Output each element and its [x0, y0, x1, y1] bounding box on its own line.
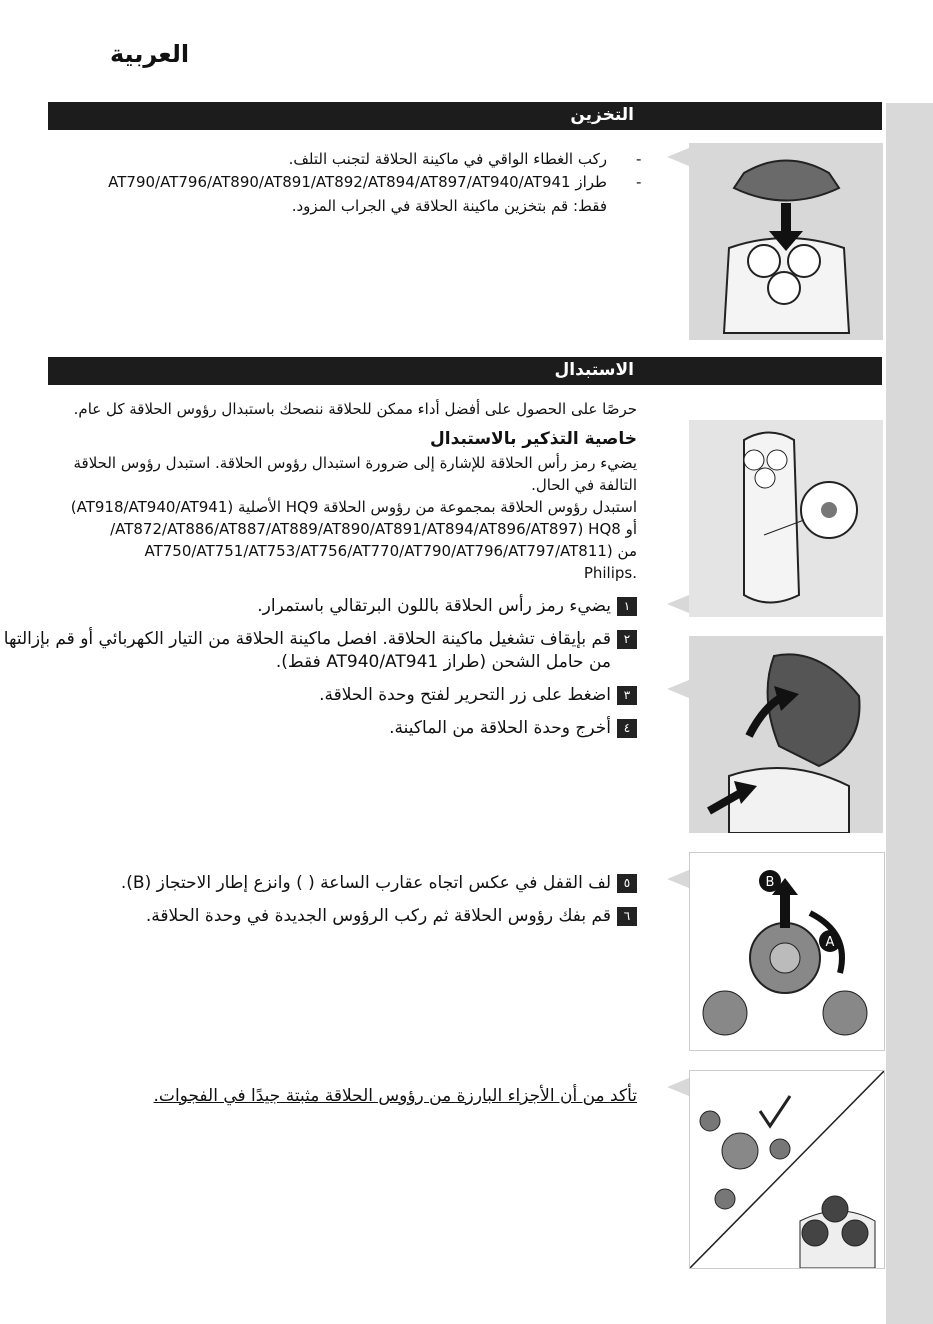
- storage-header-bar: [48, 102, 882, 130]
- step-text: قم بإيقاف تشغيل ماكينة الحلاقة. افصل ماكينة الحلاقة من التيار الكهربائي أو قم بإزالتها: [3, 629, 611, 649]
- step-text: لف القفل في عكس اتجاه عقارب الساعة ( ) وانزع إطار الاحتجاز (B).: [120, 873, 611, 893]
- step-number: ٣: [617, 686, 637, 705]
- storage-bullet-3: فقط: قم بتخزين ماكينة الحلاقة في الجراب المزود.: [291, 197, 607, 215]
- step-5: [121, 872, 637, 895]
- bullet-dash: -: [636, 173, 642, 191]
- shaving-unit-illustration: [689, 636, 883, 833]
- step-number: ٢: [617, 630, 637, 649]
- step-text: اضغط على زر التحرير لفتح وحدة الحلاقة.: [319, 685, 611, 705]
- storage-bullet-1: ركب الغطاء الواقي في ماكينة الحلاقة لتجنب التلف.: [288, 150, 607, 168]
- bullet-dash: -: [636, 150, 642, 168]
- label-b: B: [765, 875, 775, 890]
- cutter-placement-illustration: [690, 1071, 884, 1268]
- reminder-heading: خاصية التذكير بالاستبدال: [430, 429, 637, 449]
- reminder-line-4: أو AT872/AT886/AT887/AT889/AT890/AT891/AT894/AT896/AT897) HQ8/: [110, 520, 637, 538]
- storage-heading: التخزين: [570, 105, 634, 125]
- reminder-line-6: .Philips: [583, 564, 637, 582]
- retaining-frame-illustration: [690, 853, 884, 1050]
- reminder-line-2: التالفة في الحال.: [531, 476, 637, 494]
- step-number: ٤: [617, 719, 637, 738]
- replacement-header-bar: [48, 357, 882, 385]
- step-6: [146, 905, 637, 928]
- step-number: ٥: [617, 874, 637, 893]
- step-4: [389, 717, 637, 740]
- replacement-intro: حرصًا على الحصول على أفضل أداء ممكن للحلاقة ننصحك باستبدال رؤوس الحلاقة كل عام.: [73, 400, 637, 418]
- shaver-cap-illustration: [689, 143, 883, 340]
- figure-pointer: [667, 680, 689, 698]
- reminder-line-1: يضيء رمز رأس الحلاقة للإشارة إلى ضرورة استبدال رؤوس الحلاقة. استبدل رؤوس الحلاقة: [73, 454, 637, 472]
- side-tab: [886, 103, 933, 1324]
- seating-note: تأكد من أن الأجزاء البارزة من رؤوس الحلاقة مثبتة جيدًا في الفجوات.: [153, 1086, 637, 1106]
- figure-replacement-reminder: [689, 420, 883, 617]
- step-2-continued: من حامل الشحن (طراز AT940/AT941 فقط).: [275, 652, 611, 672]
- step-3: [319, 684, 637, 707]
- figure-pointer: [667, 870, 689, 888]
- storage-bullet-2: طراز AT790/AT796/AT890/AT891/AT892/AT894/AT897/AT940/AT941: [108, 173, 607, 191]
- shaver-reminder-illustration: [689, 420, 883, 617]
- step-number: ١: [617, 597, 637, 616]
- figure-pointer: [667, 595, 689, 613]
- step-number: ٦: [617, 907, 637, 926]
- reminder-line-3: استبدل رؤوس الحلاقة بمجموعة من رؤوس الحلاقة HQ9 الأصلية (AT918/AT940/AT941): [70, 498, 637, 516]
- replacement-heading: الاستبدال: [554, 360, 634, 380]
- figure-open-unit: [689, 636, 883, 833]
- figure-pointer: [667, 1078, 689, 1096]
- figure-pointer: [667, 148, 689, 166]
- figure-protection-cap: [689, 143, 883, 340]
- figure-check-placement: [689, 1070, 885, 1269]
- reminder-line-5: من (AT750/AT751/AT753/AT756/AT770/AT790/AT796/AT797/AT811: [144, 542, 637, 560]
- page-title: العربية: [110, 40, 190, 68]
- step-2: [4, 628, 637, 651]
- step-text: يضيء رمز رأس الحلاقة باللون البرتقالي باستمرار.: [257, 596, 611, 616]
- step-text: أخرج وحدة الحلاقة من الماكينة.: [389, 718, 611, 738]
- label-a: A: [825, 935, 835, 950]
- step-text: قم بفك رؤوس الحلاقة ثم ركب الرؤوس الجديدة في وحدة الحلاقة.: [145, 906, 611, 926]
- figure-retaining-frame: [689, 852, 885, 1051]
- step-1: [257, 595, 637, 618]
